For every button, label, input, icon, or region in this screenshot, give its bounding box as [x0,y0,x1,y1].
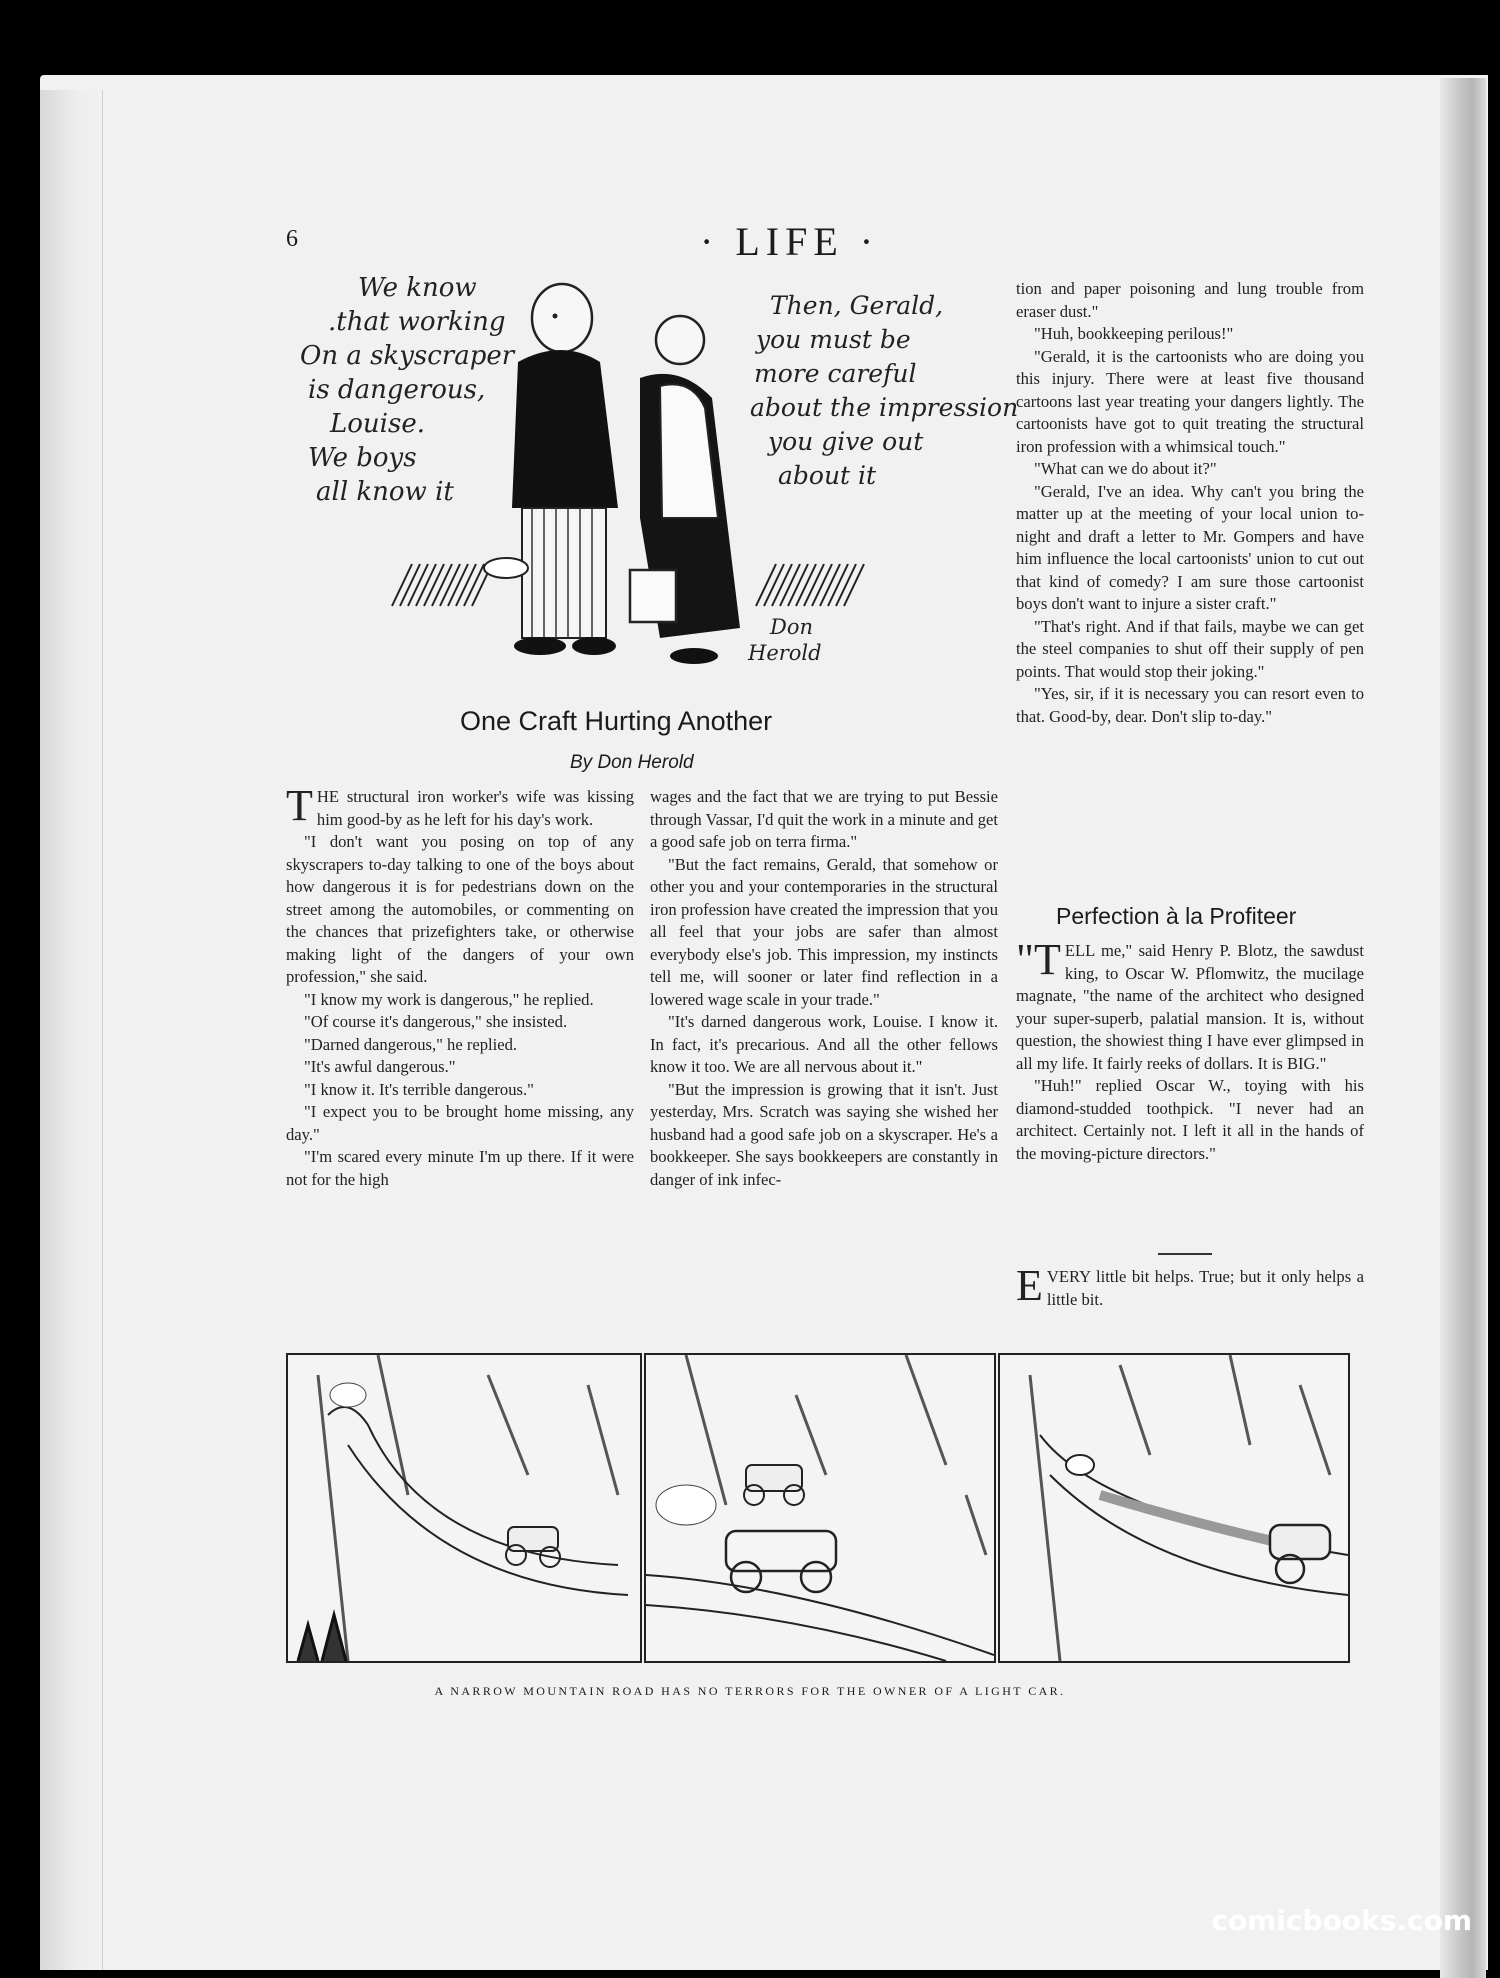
paragraph: "What can we do about it?" [1034,459,1217,478]
filler-item [1016,1261,1364,1311]
paragraph: "But the impression is growing that it isn't. Just yesterday, Mrs. Scratch was saying she wished her husband had a good safe job on a skyscraper. He's a bookkeeper. She says bookkeepers are constantly in danger of ink infec- [650,1079,998,1189]
article-title: One Craft Hurting Another [460,706,773,736]
comic-panel-3 [998,1353,1350,1663]
paragraph: wages and the fact that we are trying to put Bessie through Vassar, I'd quit the work in a minute and get a good safe job on terra firma." [650,787,998,851]
paragraph: "Huh, bookkeeping perilous!" [1034,324,1234,343]
svg-text:Don Herold: Don Herold [748,615,822,665]
svg-text:Then, Gerald, you must be: Then, Gerald, you must be more careful about the impression you give out about it [750,291,1019,490]
cartoon-illustration [300,268,1020,688]
paragraph: "Yes, sir, if it is necessary you can resort even to that. Good-by, dear. Don't slip to-day." [1016,684,1364,726]
article-title-2: Perfection à la Profiteer [1056,903,1297,929]
paragraph: "I know my work is dangerous," he replied. [304,989,594,1009]
paragraph: VERY little bit helps. True; but it only helps a little bit. [1046,1267,1364,1309]
article-column-1 [286,781,634,1191]
article2-body [1016,935,1364,1165]
paragraph: ELL me," said Henry P. Blotz, the sawdust king, to Oscar W. Pflomwitz, the mucilage magnate, "the name of the architect who designed your super-superb, palatial mansion. It is, without question, the showiest thing I have ever glimpsed in all my life. It fairly reeks of dollars. It is BIG." [1016,941,1364,1073]
drop-cap: T [286,781,313,830]
paragraph: "That's right. And if that fails, maybe we can get the steel companies to shut off their supply of pen points. That would stop their joking." [1016,616,1364,681]
article-column-3 [1016,278,1364,728]
binding-spine [1440,78,1486,1978]
paragraph: "I don't want you posing on top of any skyscrapers to-day talking to one of the boys about how dangerous it is for pedestrians down on the street among the automobiles, or commenting on the chances that prizefighters take, or otherwise making light of the dangers of your own profession," she said. [286,832,634,986]
drop-cap: E [1016,1261,1043,1310]
comic-panel-1 [286,1353,642,1663]
paragraph: "Gerald, I've an idea. Why can't you bring the matter up at the meeting of your local union to-night and draft a letter to Mr. Gompers and have him influence the local cartoonists' union to cut out that kind of comedy? I am sure those cartoonist boys don't want to injure a sister craft." [1016,481,1364,613]
article-byline: By Don Herold [570,752,694,773]
page-edge-shadow [40,90,103,1970]
article-column-2 [650,786,998,1191]
paragraph: "Huh!" replied Oscar W., toying with his diamond-studded toothpick. "I never had an architect. Certainly not. I left it all in the hands of the moving-picture directors." [1016,1076,1364,1163]
paragraph: "I expect you to be brought home missing, any day." [286,1102,634,1144]
paragraph: "I'm scared every minute I'm up there. If it were not for the high [286,1147,634,1189]
drop-cap: "T [1016,935,1061,984]
paragraph: "Gerald, it is the cartoonists who are doing you this injury. There were at least five thousand cartoons last year treating your dangers lightly. The cartoonists have got to quit treating the structural iron profession with a whimsical touch." [1016,346,1364,456]
paragraph: tion and paper poisoning and lung trouble from eraser dust." [1016,279,1364,321]
paragraph: "Darned dangerous," he replied. [304,1034,518,1054]
paragraph: HE structural iron worker's wife was kissing him good-by as he left for his day's work. [316,787,634,829]
page-number: 6 [286,226,298,252]
paragraph: "Of course it's dangerous," she insisted. [304,1012,568,1031]
paragraph: "I know it. It's terrible dangerous." [304,1079,534,1099]
paragraph: "It's awful dangerous." [304,1057,456,1076]
section-divider [1158,1253,1212,1255]
masthead: · LIFE · [700,219,880,264]
svg-text:We know .that working: We know .that working On a skyscraper is dangerous, Louise. We boys all know it [300,273,515,507]
watermark: comicbooks.com [1211,1904,1472,1937]
paragraph: "It's darned dangerous work, Louise. I know it. In fact, it's precarious. And all the other fellows know it too. We are all nervous about it." [650,1012,998,1076]
comic-caption: A NARROW MOUNTAIN ROAD HAS NO TERRORS FOR THE OWNER OF A LIGHT CAR. [434,1684,1066,1698]
comic-panel-2 [644,1353,996,1663]
paragraph: "But the fact remains, Gerald, that somehow or other you and your contemporaries in the structural iron profession have created the impression that you all feel that your jobs are safer than almost everybody else's job. This impression, my instincts tell me, will sooner or later find reflection in a lowered wage scale in your trade." [650,854,998,1009]
